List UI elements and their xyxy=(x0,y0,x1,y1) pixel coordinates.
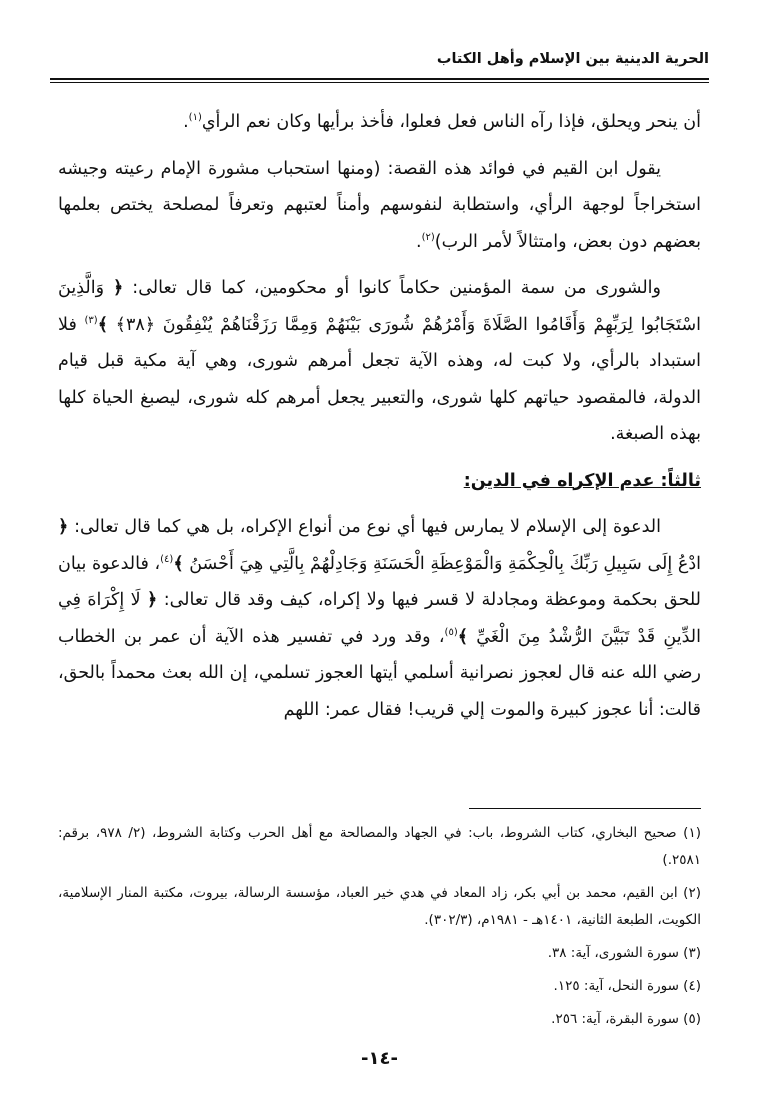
quran-verse-nahl: ادْعُ إِلَى سَبِيلِ رَبِّكَ بِالْحِكْمَةِ وَالْمَوْعِظَةِ الْحَسَنَةِ وَجَادِلْهُمْ بِالَّتِي هِيَ أَحْسَنُ xyxy=(189,553,701,574)
paragraph-4 xyxy=(58,509,701,728)
footnote-2: (٢) ابن القيم، محمد بن أبي بكر، زاد المعاد في هدي خير العباد، مؤسسة الرسالة، بيروت، مكتبة المنار الإسلامية، الكويت، الطبعة الثانية، ١٤٠١هـ - ١٩٨١م، (٣٠٢/٣). xyxy=(58,885,701,928)
footnote-ref-3: (٣) xyxy=(84,314,98,326)
footnote-separator xyxy=(469,808,701,809)
section-heading: ثالثاً: عدم الإكراه في الدين: xyxy=(463,470,701,491)
footnote-1: (١) صحيح البخاري، كتاب الشروط، باب: في الجهاد والمصالحة مع أهل الحرب وكتابة الشروط، (٢/ ٩٧٨، برقم: ٢٥٨١.) xyxy=(58,825,701,868)
paragraph-4-intro: الدعوة إلى الإسلام لا يمارس فيها أي نوع من أنواع الإكراه، بل هي كما قال تعالى: xyxy=(74,517,661,537)
quran-bracket-close: ﴾ xyxy=(97,314,108,335)
quran-bracket-close-3: ﴾ xyxy=(457,626,468,647)
paragraph-3-rest: فلا استبداد بالرأي، ولا كبت له، وهذه الآية تجعل أمرهم شورى، وهي آية مكية قبل قيام الدولة، فالمقصود حياتهم كلها شورى، والتعبير يجعل أمرهم كله شورى، ليصبغ الحياة كلها بهذه الصبغة. xyxy=(58,314,701,444)
paragraph-2-end: . xyxy=(416,231,422,252)
paragraph-1-text: أن ينحر ويحلق، فإذا رآه الناس فعل فعلوا، فأخذ برأيها وكان نعم الرأي xyxy=(201,112,701,132)
quran-verse-shura: وَالَّذِينَ اسْتَجَابُوا لِرَبِّهِمْ وَأَقَامُوا الصَّلَاةَ وَأَمْرُهُمْ شُورَى بَيْنَهُمْ وَمِمَّا رَزَقْنَاهُمْ يُنْفِقُونَ ﴿٣٨﴾ xyxy=(58,278,701,335)
footnote-ref-2: (٢) xyxy=(421,231,435,243)
footnote-3: (٣) سورة الشورى، آية: ٣٨. xyxy=(547,945,701,961)
paragraph-2 xyxy=(58,151,701,261)
running-header: الحرية الدينية بين الإسلام وأهل الكتاب xyxy=(436,51,709,67)
header-rule xyxy=(50,78,709,80)
quran-verse-baqara: لَا إِكْرَاهَ فِي الدِّينِ قَدْ تَبَيَّنَ الرُّشْدُ مِنَ الْغَيِّ xyxy=(58,590,701,647)
footnote-ref-1: (١) xyxy=(188,112,202,124)
footnote-ref-5: (٥) xyxy=(444,626,458,638)
paragraph-4-rest: ، وقد ورد في تفسير هذه الآية أن عمر بن الخطاب رضي الله عنه قال لعجوز نصرانية أسلمي أيتها العجوز تسلمي، إن الله بعث محمداً بالحق، قالت: أنا عجوز كبيرة والموت إلي قريب! فقال عمر: اللهم xyxy=(58,626,701,720)
page-number: -١٤- xyxy=(361,1048,398,1069)
paragraph-3-intro: والشورى من سمة المؤمنين حكاماً كانوا أو محكومين، كما قال تعالى: xyxy=(132,278,661,298)
paragraph-4-mid: ، فالدعوة بيان للحق بحكمة وموعظة ومجادلة لا قسر فيها ولا إكراه، كيف وقد قال تعالى: xyxy=(58,553,701,610)
footnote-5: (٥) سورة البقرة، آية: ٢٥٦. xyxy=(551,1011,701,1027)
paragraph-1-end: . xyxy=(183,112,189,132)
footnote-4: (٤) سورة النحل، آية: ١٢٥. xyxy=(553,978,701,994)
header-rule-thin xyxy=(50,82,709,83)
footnote-ref-4: (٤) xyxy=(160,553,174,565)
footnotes xyxy=(58,820,701,1039)
paragraph-2-text: يقول ابن القيم في فوائد هذه القصة: (ومنها استحباب مشورة الإمام رعيته وجيشه استخراجاً لوجهة الرأي، واستطابة لنفوسهم وأمناً لعتبهم وتعرفاً لمصلحة يختص بعلمها بعضهم دون بعض، وامتثالاً لأمر الرب) xyxy=(58,158,701,252)
paragraph-1 xyxy=(58,104,701,141)
paragraph-3 xyxy=(58,270,701,453)
main-text xyxy=(58,104,701,738)
quran-bracket-open: ﴿ xyxy=(113,278,124,298)
quran-bracket-open-2: ﴿ xyxy=(58,517,69,537)
quran-bracket-open-3: ﴿ xyxy=(147,590,158,610)
quran-bracket-close-2: ﴾ xyxy=(173,553,184,574)
